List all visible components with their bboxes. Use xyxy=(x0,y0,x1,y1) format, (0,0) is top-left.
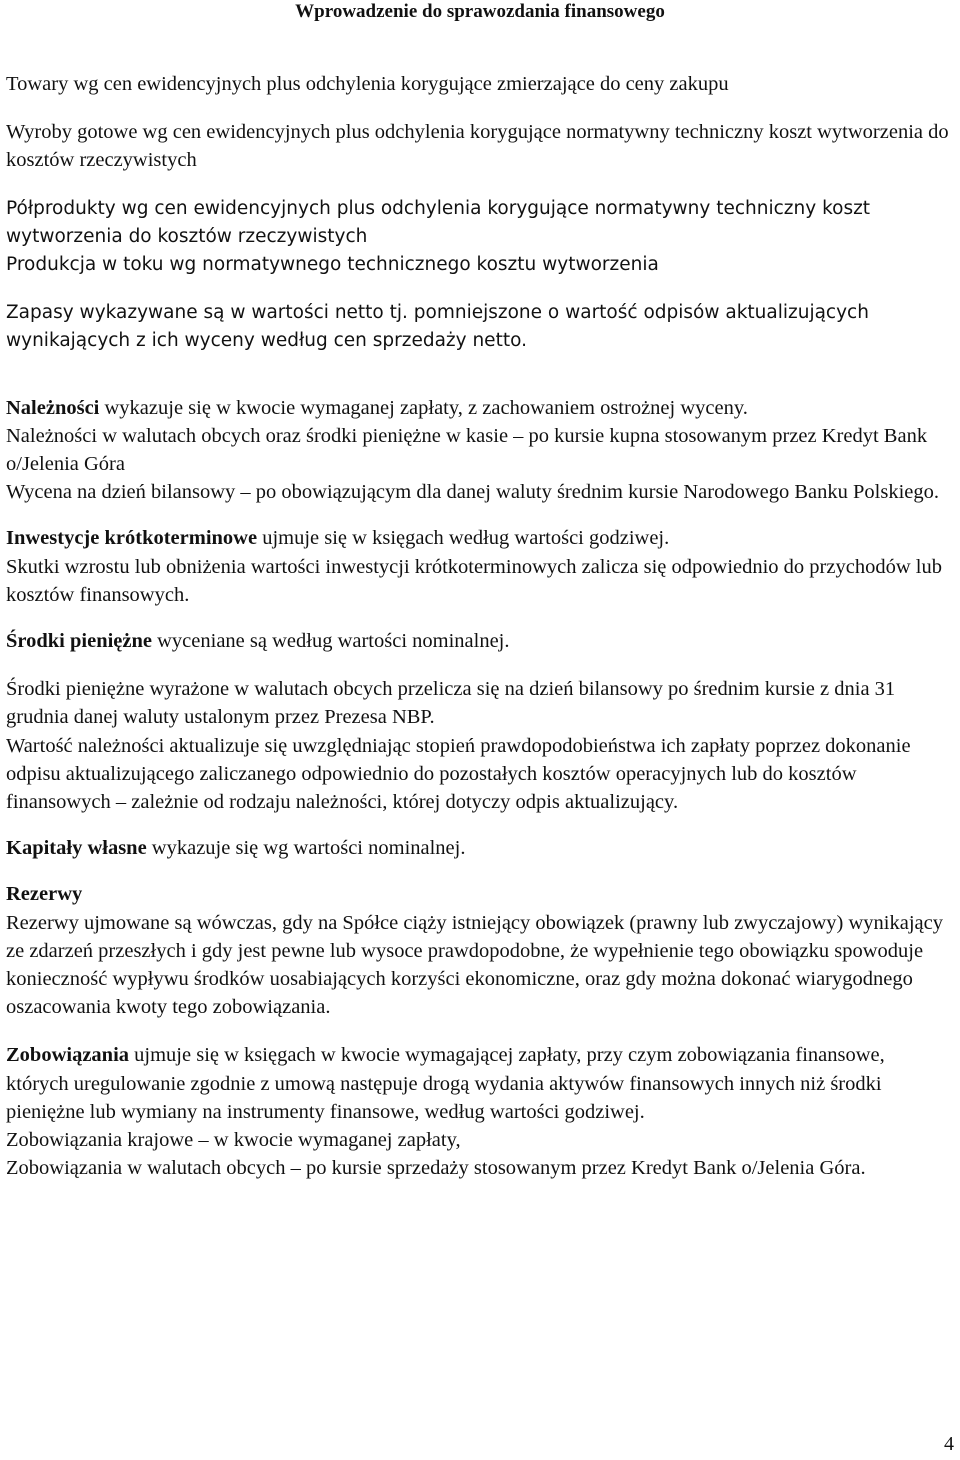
heading-naleznosci: Należności xyxy=(6,396,100,419)
paragraph-wycena-bilansowa: Wycena na dzień bilansowy – po obowiązującym dla danej waluty średnim kursie Narodowego Banku Polskiego. xyxy=(6,481,939,504)
paragraph-zapasy: Zapasy wykazywane są w wartości netto tj. pomniejszone o wartość odpisów aktualizujących wynikających z ich wyceny według cen sprzedaży netto. xyxy=(6,302,869,352)
paragraph-srodki-waluty: Środki pieniężne wyrażone w walutach obcych przelicza się na dzień bilansowy po średnim kursie z dnia 31 grudnia danej waluty ustalonym przez Prezesa NBP. xyxy=(6,678,896,729)
page-header-title: Wprowadzenie do sprawozdania finansowego xyxy=(295,1,665,22)
paragraph-zobowiazania xyxy=(6,1041,951,1126)
naleznosci-text: wykazuje się w kwocie wymaganej zapłaty, z zachowaniem ostrożnej wyceny. xyxy=(99,396,748,419)
srodki-pieniezne-text: wyceniane są według wartości nominalnej. xyxy=(152,630,510,653)
heading-rezerwy xyxy=(6,880,951,908)
paragraph-polprodukty: Półprodukty wg cen ewidencyjnych plus odchylenia korygujące normatywny techniczny koszt wytworzenia do kosztów rzeczywistych xyxy=(6,197,871,247)
paragraph-inwestycje xyxy=(6,524,951,552)
paragraph-zobowiazania-krajowe: Zobowiązania krajowe – w kwocie wymaganej zapłaty, xyxy=(6,1129,461,1152)
heading-inwestycje: Inwestycje krótkoterminowe xyxy=(6,527,258,550)
paragraph-rezerwy: Rezerwy ujmowane są wówczas, gdy na Spółce ciąży istniejący obowiązek (prawny lub zwyczajowy) wynikający ze zdarzeń przeszłych i gdy jest pewne lub wysoce prawdopodobne, że wypełnienie tego obowiązku spowoduje konieczność wypływu środków uosabiających korzyści ekonomiczne, oraz gdy można dokonać wiarygodnego oszacowania kwoty tego zobowiązania. xyxy=(6,911,943,1019)
paragraph-skutki-wzrostu: Skutki wzrostu lub obniżenia wartości inwestycji krótkoterminowych zalicza się odpowiednio do przychodów lub kosztów finansowych. xyxy=(6,555,942,606)
kapitaly-text: wykazuje się wg wartości nominalnej. xyxy=(146,837,466,860)
rezerwy-title: Rezerwy xyxy=(6,883,83,906)
paragraph-srodki-pieniezne xyxy=(6,627,951,655)
inwestycje-text: ujmuje się w księgach według wartości godziwej. xyxy=(257,527,670,550)
heading-zobowiazania: Zobowiązania xyxy=(6,1044,130,1067)
paragraph-naleznosci-waluty: Należności w walutach obcych oraz środki pieniężne w kasie – po kursie kupna stosowanym przez Kredyt Bank o/Jelenia Góra xyxy=(6,424,928,476)
paragraph-kapitaly-wlasne xyxy=(6,834,951,862)
zobowiazania-text: ujmuje się w księgach w kwocie wymagającej zapłaty, przy czym zobowiązania finansowe, których uregulowanie zgodnie z umową następuje drogą wydania aktywów finansowych innych niż środki pieniężne lub wymiany na instrumenty finansowe, według wartości godziwej. xyxy=(6,1044,885,1123)
paragraph-wyroby-gotowe: Wyroby gotowe wg cen ewidencyjnych plus odchylenia korygujące normatywny techniczny koszt wytworzenia do kosztów rzeczywistych xyxy=(6,121,949,172)
paragraph-wartosc-naleznosci: Wartość należności aktualizuje się uwzględniając stopień prawdopodobieństwa ich zapłaty poprzez dokonanie odpisu aktualizującego zaliczanego odpowiednio do pozostałych kosztów operacyjnych lub do kosztów finansowych – zależnie od rodzaju należności, której dotyczy odpis aktualizujący. xyxy=(6,734,911,814)
heading-srodki-pieniezne: Środki pieniężne xyxy=(6,630,152,653)
paragraph-produkcja-w-toku: Produkcja w toku wg normatywnego technicznego kosztu wytworzenia xyxy=(6,254,659,276)
paragraph-towary: Towary wg cen ewidencyjnych plus odchylenia korygujące zmierzające do ceny zakupu xyxy=(6,73,729,95)
page-number: 4 xyxy=(944,1433,954,1455)
document-body xyxy=(6,70,951,1183)
paragraph-naleznosci xyxy=(6,394,951,422)
paragraph-zobowiazania-waluty: Zobowiązania w walutach obcych – po kursie sprzedaży stosowanym przez Kredyt Bank o/Jelenia Góra. xyxy=(6,1157,866,1180)
heading-kapitaly-wlasne: Kapitały własne xyxy=(6,837,147,860)
